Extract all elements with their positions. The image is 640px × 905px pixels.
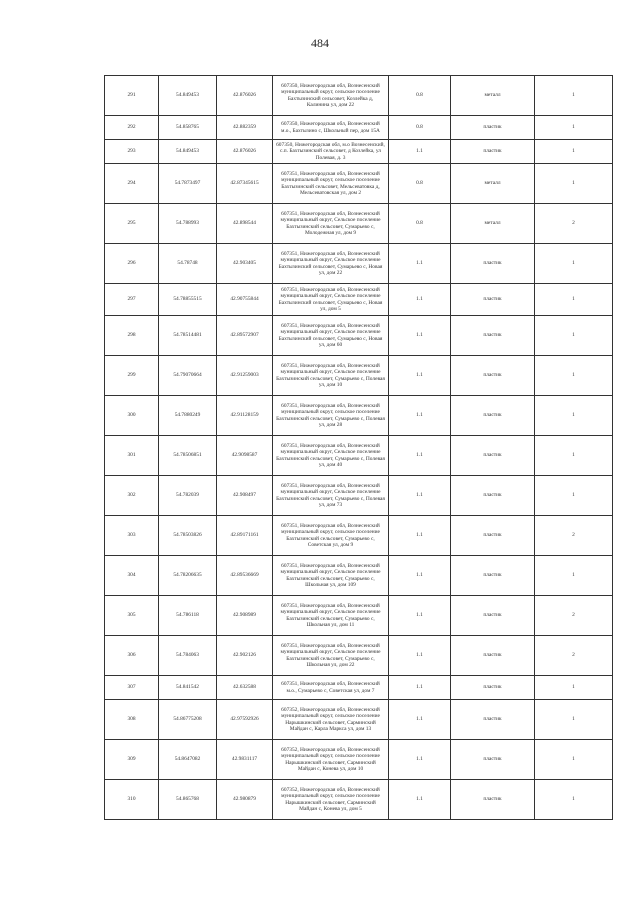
count-cell: 2 — [535, 516, 613, 556]
table-row — [105, 396, 613, 436]
row-number-cell: 295 — [105, 204, 159, 244]
table-row — [105, 700, 613, 740]
material-cell: пластик — [451, 676, 535, 700]
table-row — [105, 116, 613, 140]
latitude-cell: 54.788993 — [159, 204, 217, 244]
volume-cell: 1.1 — [389, 244, 451, 284]
material-cell: пластик — [451, 740, 535, 780]
longitude-cell: 42.97592926 — [217, 700, 273, 740]
row-number-cell: 300 — [105, 396, 159, 436]
latitude-cell: 54.78855515 — [159, 284, 217, 316]
material-cell: пластик — [451, 316, 535, 356]
count-cell: 1 — [535, 164, 613, 204]
longitude-cell: 42.89171161 — [217, 516, 273, 556]
address-cell: 607352, Нижегородская обл, Вознесенский муниципальный округ, сельское поселение Нарышкинский сельсовет, Сарминский Майдан с, Карла Маркса ул, дом 13 — [273, 700, 389, 740]
count-cell: 1 — [535, 284, 613, 316]
volume-cell: 1.1 — [389, 556, 451, 596]
longitude-cell: 42.898544 — [217, 204, 273, 244]
volume-cell: 1.1 — [389, 700, 451, 740]
longitude-cell: 42.9098587 — [217, 436, 273, 476]
latitude-cell: 54.784063 — [159, 636, 217, 676]
count-cell: 1 — [535, 140, 613, 164]
container-sites-table — [104, 75, 613, 820]
row-number-cell: 302 — [105, 476, 159, 516]
longitude-cell: 42.876026 — [217, 140, 273, 164]
longitude-cell: 42.903405 — [217, 244, 273, 284]
longitude-cell: 42.980879 — [217, 780, 273, 820]
longitude-cell: 42.89536669 — [217, 556, 273, 596]
address-cell: 607351, Нижегородская обл, Вознесенский муниципальный округ, Сельское поселение Бахтызинский сельсовет, Сумарьево с, Полевая ул, дом 73 — [273, 476, 389, 516]
latitude-cell: 54.849453 — [159, 140, 217, 164]
table-row — [105, 556, 613, 596]
row-number-cell: 307 — [105, 676, 159, 700]
volume-cell: 1.1 — [389, 676, 451, 700]
volume-cell: 1.1 — [389, 780, 451, 820]
address-cell: 607351, Нижегородская обл, Вознесенский муниципальный округ, Сельское поселение Бахтызинский сельсовет, Сумарьево с, Школьная ул, дом 22 — [273, 636, 389, 676]
longitude-cell: 42.902126 — [217, 636, 273, 676]
count-cell: 1 — [535, 356, 613, 396]
material-cell: металл — [451, 164, 535, 204]
count-cell: 1 — [535, 76, 613, 116]
row-number-cell: 309 — [105, 740, 159, 780]
material-cell: пластик — [451, 516, 535, 556]
address-cell: 607350, Нижегородская обл, Вознесенский м.о., Бахтызино с, Школьный пер, дом 15А — [273, 116, 389, 140]
volume-cell: 1.1 — [389, 636, 451, 676]
longitude-cell: 42.882359 — [217, 116, 273, 140]
address-cell: 607351, Нижегородская обл, Вознесенский м.о., Сумарьево с, Советская ул, дом 7 — [273, 676, 389, 700]
latitude-cell: 54.8647082 — [159, 740, 217, 780]
latitude-cell: 54.78748 — [159, 244, 217, 284]
material-cell: металл — [451, 76, 535, 116]
row-number-cell: 304 — [105, 556, 159, 596]
row-number-cell: 297 — [105, 284, 159, 316]
table-row — [105, 164, 613, 204]
table-row — [105, 284, 613, 316]
table-row — [105, 516, 613, 556]
longitude-cell: 42.87345615 — [217, 164, 273, 204]
volume-cell: 0.8 — [389, 76, 451, 116]
longitude-cell: 42.876026 — [217, 76, 273, 116]
table-row — [105, 676, 613, 700]
row-number-cell: 298 — [105, 316, 159, 356]
material-cell: пластик — [451, 140, 535, 164]
count-cell: 1 — [535, 556, 613, 596]
address-cell: 607351, Нижегородская обл, Вознесенский муниципальный округ, сельское поселение Бахтызинский сельсовет, Сумарьево с, Полевая ул, дом 28 — [273, 396, 389, 436]
count-cell: 1 — [535, 436, 613, 476]
volume-cell: 0.8 — [389, 204, 451, 244]
material-cell: пластик — [451, 116, 535, 140]
table-body — [105, 76, 613, 820]
material-cell: пластик — [451, 396, 535, 436]
table-row — [105, 596, 613, 636]
table-row — [105, 476, 613, 516]
address-cell: 607351, Нижегородская обл, Вознесенский муниципальный округ, Сельское поселение Бахтызинский сельсовет, Сумарьево с, Полевая ул, дом 40 — [273, 436, 389, 476]
volume-cell: 1.1 — [389, 316, 451, 356]
material-cell: пластик — [451, 356, 535, 396]
count-cell: 1 — [535, 316, 613, 356]
volume-cell: 1.1 — [389, 476, 451, 516]
count-cell: 1 — [535, 244, 613, 284]
row-number-cell: 299 — [105, 356, 159, 396]
material-cell: пластик — [451, 636, 535, 676]
table-row — [105, 316, 613, 356]
longitude-cell: 42.89572907 — [217, 316, 273, 356]
latitude-cell: 54.849453 — [159, 76, 217, 116]
count-cell: 1 — [535, 780, 613, 820]
row-number-cell: 292 — [105, 116, 159, 140]
longitude-cell: 42.9831117 — [217, 740, 273, 780]
longitude-cell: 42.91259003 — [217, 356, 273, 396]
material-cell: пластик — [451, 476, 535, 516]
table-row — [105, 780, 613, 820]
row-number-cell: 303 — [105, 516, 159, 556]
material-cell: пластик — [451, 596, 535, 636]
address-cell: 607351, Нижегородская обл, Вознесенский муниципальный округ, Сельское поселение Бахтызинский сельсовет, Сумарьево с, Школьная ул, дом 11 — [273, 596, 389, 636]
count-cell: 1 — [535, 116, 613, 140]
address-cell: 607351, Нижегородская обл, Вознесенский муниципальный округ, сельское поселение Бахтызинский сельсовет, Мельсеватовка д, Мельсеватовская ул, дом 2 — [273, 164, 389, 204]
table-row — [105, 244, 613, 284]
longitude-cell: 42.90755844 — [217, 284, 273, 316]
longitude-cell: 42.632588 — [217, 676, 273, 700]
longitude-cell: 42.908989 — [217, 596, 273, 636]
volume-cell: 1.1 — [389, 596, 451, 636]
volume-cell: 1.1 — [389, 740, 451, 780]
volume-cell: 1.1 — [389, 356, 451, 396]
latitude-cell: 54.79070664 — [159, 356, 217, 396]
address-cell: 607351, Нижегородская обл, Вознесенский муниципальный округ, Сельское поселение Бахтызинский сельсовет, Сумарьево с, Новая ул, дом 60 — [273, 316, 389, 356]
count-cell: 2 — [535, 636, 613, 676]
material-cell: пластик — [451, 244, 535, 284]
count-cell: 1 — [535, 676, 613, 700]
address-cell: 607351, Нижегородская обл, Вознесенский муниципальный округ, Сельское поселение Бахтызинский сельсовет, Сумарьево с, Полевая ул, дом 10 — [273, 356, 389, 396]
address-cell: 607352, Нижегородская обл, Вознесенский муниципальный округ, сельское поселение Нарышкинский сельсовет, Сарминский Майдан с, Конева ул, дом 10 — [273, 740, 389, 780]
material-cell: пластик — [451, 556, 535, 596]
row-number-cell: 293 — [105, 140, 159, 164]
address-cell: 607351, Нижегородская обл, Вознесенский муниципальный округ, Сельское поселение Бахтызинский сельсовет, Сумарьево с, Школьная ул, дом 109 — [273, 556, 389, 596]
material-cell: пластик — [451, 436, 535, 476]
longitude-cell: 42.908497 — [217, 476, 273, 516]
longitude-cell: 42.91128159 — [217, 396, 273, 436]
latitude-cell: 54.78506851 — [159, 436, 217, 476]
count-cell: 1 — [535, 396, 613, 436]
volume-cell: 1.1 — [389, 284, 451, 316]
address-cell: 607351, Нижегородская обл, Вознесенский муниципальный округ, Сельское поселение Бахтызинский сельсовет, Сумарьево с, Новая ул, дом 22 — [273, 244, 389, 284]
row-number-cell: 294 — [105, 164, 159, 204]
latitude-cell: 54.865768 — [159, 780, 217, 820]
latitude-cell: 54.78503826 — [159, 516, 217, 556]
address-cell: 607350, Нижегородская обл, м.о Вознесенский, с.п. Бахтызинский сельсовет, д Козлейка, ул Полевая, д. 3 — [273, 140, 389, 164]
count-cell: 2 — [535, 596, 613, 636]
row-number-cell: 301 — [105, 436, 159, 476]
latitude-cell: 54.786118 — [159, 596, 217, 636]
material-cell: пластик — [451, 284, 535, 316]
table-row — [105, 204, 613, 244]
row-number-cell: 305 — [105, 596, 159, 636]
count-cell: 2 — [535, 204, 613, 244]
address-cell: 607352, Нижегородская обл, Вознесенский муниципальный округ, сельское поселение Нарышкинский сельсовет, Сарминский Майдан с, Конева ул, дом 5 — [273, 780, 389, 820]
address-cell: 607351, Нижегородская обл, Вознесенский муниципальный округ, Сельское поселение Бахтызинский сельсовет, Сумарьево с, Новая ул, дом 5 — [273, 284, 389, 316]
address-cell: 607351, Нижегородская обл, Вознесенский муниципальный округ, сельское поселение Бахтызинский сельсовет, Сумарьево с, Советская ул, дом 9 — [273, 516, 389, 556]
address-cell: 607350, Нижегородская обл, Вознесенский муниципальный округ, сельское поселение Бахтызинский сельсовет, Козлейка д, Калинина ул, дом 22 — [273, 76, 389, 116]
latitude-cell: 54.7873497 — [159, 164, 217, 204]
count-cell: 1 — [535, 740, 613, 780]
latitude-cell: 54.858765 — [159, 116, 217, 140]
material-cell: пластик — [451, 780, 535, 820]
page-number: 484 — [311, 36, 329, 50]
table-row — [105, 740, 613, 780]
volume-cell: 0.8 — [389, 164, 451, 204]
count-cell: 1 — [535, 476, 613, 516]
volume-cell: 1.1 — [389, 396, 451, 436]
table-row — [105, 76, 613, 116]
table-row — [105, 436, 613, 476]
latitude-cell: 54.841542 — [159, 676, 217, 700]
latitude-cell: 54.86775208 — [159, 700, 217, 740]
table-row — [105, 356, 613, 396]
row-number-cell: 291 — [105, 76, 159, 116]
row-number-cell: 296 — [105, 244, 159, 284]
latitude-cell: 54.78514481 — [159, 316, 217, 356]
material-cell: пластик — [451, 700, 535, 740]
table-row — [105, 636, 613, 676]
count-cell: 1 — [535, 700, 613, 740]
row-number-cell: 310 — [105, 780, 159, 820]
latitude-cell: 54.7880249 — [159, 396, 217, 436]
latitude-cell: 54.782039 — [159, 476, 217, 516]
address-cell: 607351, Нижегородская обл, Вознесенский муниципальный округ, Сельское поселение Бахтызинский сельсовет, Сумарьево с, Молодежная ул, дом 9 — [273, 204, 389, 244]
latitude-cell: 54.78206635 — [159, 556, 217, 596]
row-number-cell: 308 — [105, 700, 159, 740]
volume-cell: 1.1 — [389, 140, 451, 164]
volume-cell: 0.8 — [389, 116, 451, 140]
table-row — [105, 140, 613, 164]
volume-cell: 1.1 — [389, 516, 451, 556]
volume-cell: 1.1 — [389, 436, 451, 476]
material-cell: металл — [451, 204, 535, 244]
row-number-cell: 306 — [105, 636, 159, 676]
